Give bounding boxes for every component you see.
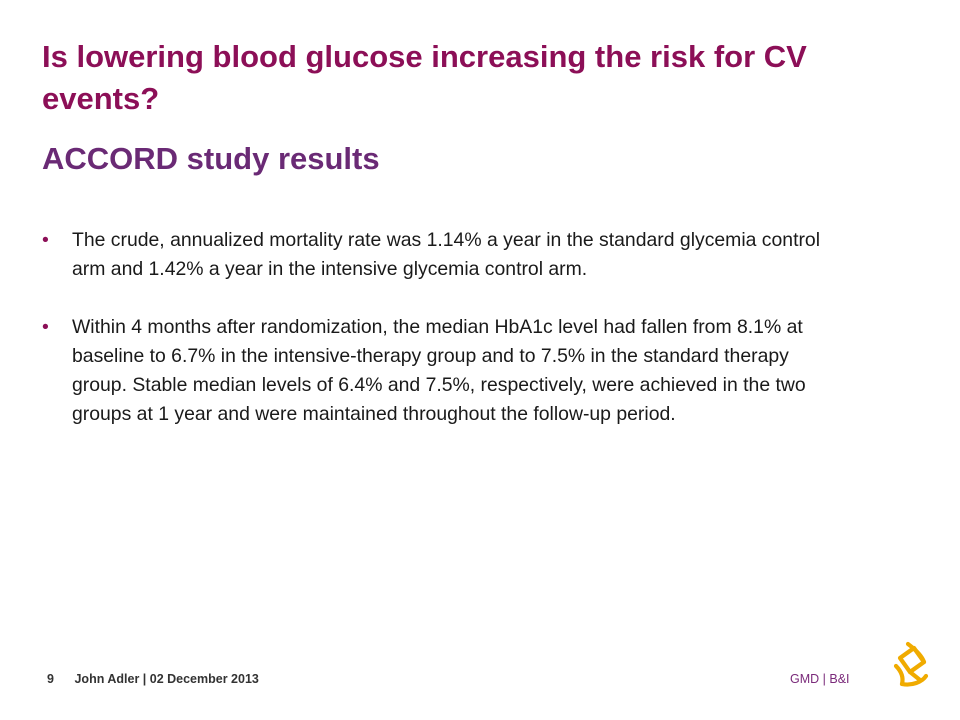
bullet-list [42, 226, 842, 429]
footer-right: GMD | B&I [790, 672, 850, 686]
bullet-item-hba1c [42, 313, 842, 429]
page-number: 9 [47, 672, 54, 686]
bullet-text: Within 4 months after randomization, the median HbA1c level had fallen from 8.1% at baseline to 6.7% in the intensive-therapy group and to 7.5% in the standard therapy group. Stable median levels of 6.4% and 7.5%, respectively, were achieved in the two groups at 1 year and were maintained throughout the follow-up period. [72, 316, 806, 425]
slide-title: Is lowering blood glucose increasing the risk for CV events? [42, 39, 807, 116]
bullet-marker: • [42, 229, 49, 251]
bullet-item-mortality [42, 226, 842, 284]
author-date: John Adler | 02 December 2013 [74, 672, 259, 686]
bullet-text: The crude, annualized mortality rate was 1.14% a year in the standard glycemia control arm and 1.42% a year in the intensive glycemia control arm. [72, 229, 821, 280]
bullet-marker: • [42, 316, 49, 338]
astrazeneca-logo-icon [890, 640, 932, 688]
slide-subtitle: ACCORD study results [42, 141, 380, 176]
footer-left [47, 672, 259, 686]
